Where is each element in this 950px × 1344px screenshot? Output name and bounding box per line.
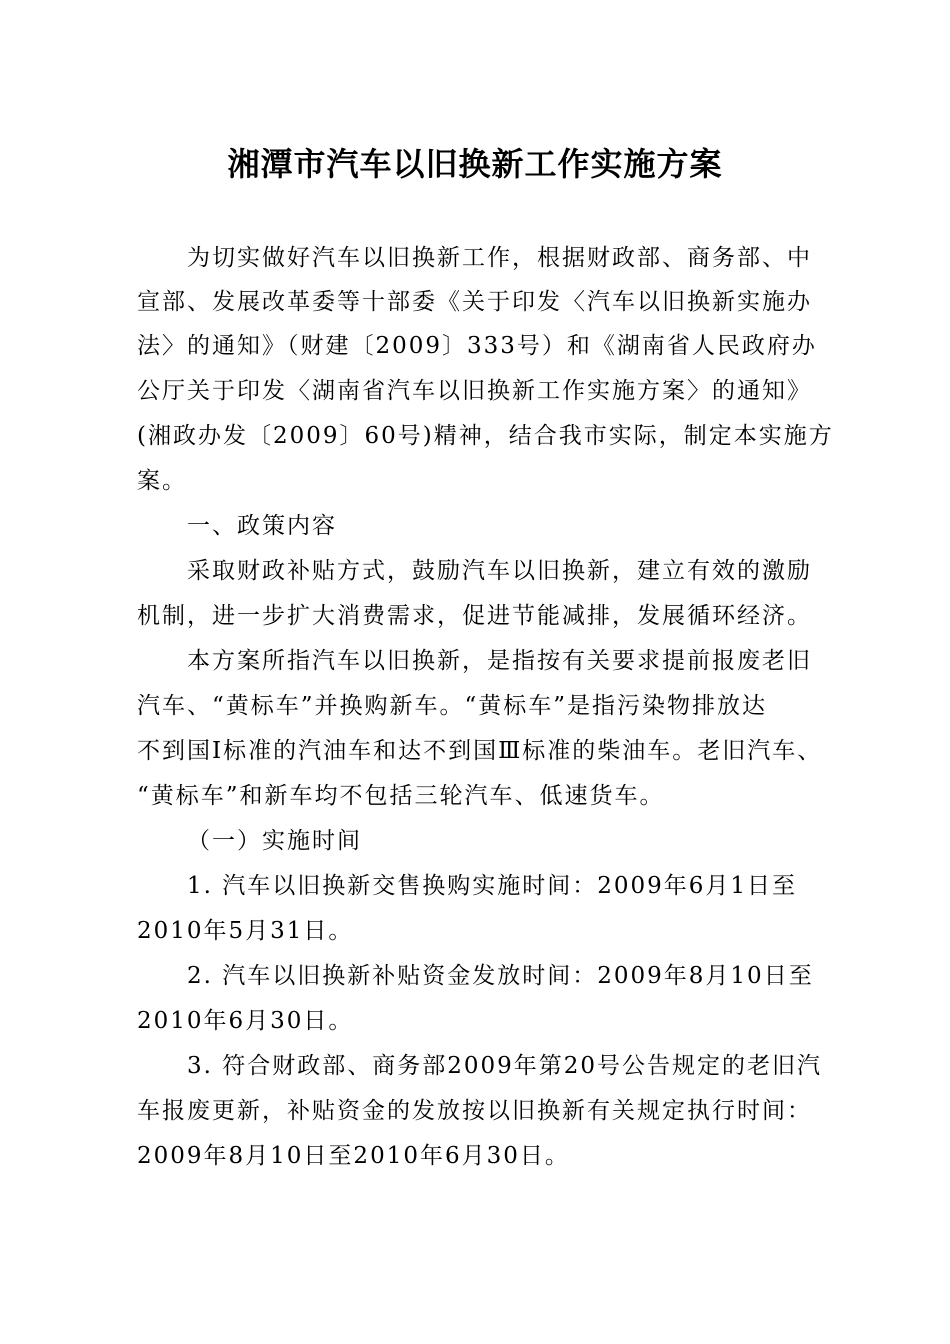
list-item-continuation: 2010年5月31日。 <box>137 918 354 944</box>
list-item: 3. 符合财政部、商务部2009年第20号公告规定的老旧汽 <box>187 1053 823 1079</box>
list-item-continuation: 车报废更新，补贴资金的发放按以旧换新有关规定执行时间： <box>137 1098 812 1124</box>
document-title: 湘潭市汽车以旧换新工作实施方案 <box>227 145 723 183</box>
paragraph-line: (湘政办发〔2009〕60号)精神，结合我市实际，制定本实施方 <box>137 423 834 449</box>
paragraph-line: “黄标车”和新车均不包括三轮汽车、低速货车。 <box>137 783 665 809</box>
list-item-continuation: 2010年6月30日。 <box>137 1008 354 1034</box>
paragraph-line: 不到国Ⅰ标准的汽油车和达不到国Ⅲ标准的柴油车。老旧汽车、 <box>137 738 823 764</box>
paragraph-line: 为切实做好汽车以旧换新工作，根据财政部、商务部、中 <box>187 245 812 271</box>
subsection-heading: （一）实施时间 <box>187 828 362 854</box>
section-heading: 一、政策内容 <box>187 513 337 539</box>
paragraph-line: 机制，进一步扩大消费需求，促进节能减排，发展循环经济。 <box>137 603 812 629</box>
paragraph-line: 法〉的通知》（财建〔2009〕333号）和《湖南省人民政府办 <box>137 333 817 359</box>
paragraph-line: 采取财政补贴方式，鼓励汽车以旧换新，建立有效的激励 <box>187 558 812 584</box>
list-item-continuation: 2009年8月10日至2010年6月30日。 <box>137 1143 570 1169</box>
paragraph-line: 本方案所指汽车以旧换新，是指按有关要求提前报废老旧 <box>187 648 812 674</box>
paragraph-line: 汽车、“黄标车”并换购新车。“黄标车”是指污染物排放达 <box>137 693 768 719</box>
list-item: 2. 汽车以旧换新补贴资金发放时间：2009年8月10日至 <box>187 963 814 989</box>
paragraph-line: 公厅关于印发〈湖南省汽车以旧换新工作实施方案〉的通知》 <box>137 378 812 404</box>
paragraph-line: 宣部、发展改革委等十部委《关于印发〈汽车以旧换新实施办 <box>137 289 812 315</box>
paragraph-line: 案。 <box>137 468 187 494</box>
list-item: 1. 汽车以旧换新交售换购实施时间：2009年6月1日至 <box>187 873 798 899</box>
